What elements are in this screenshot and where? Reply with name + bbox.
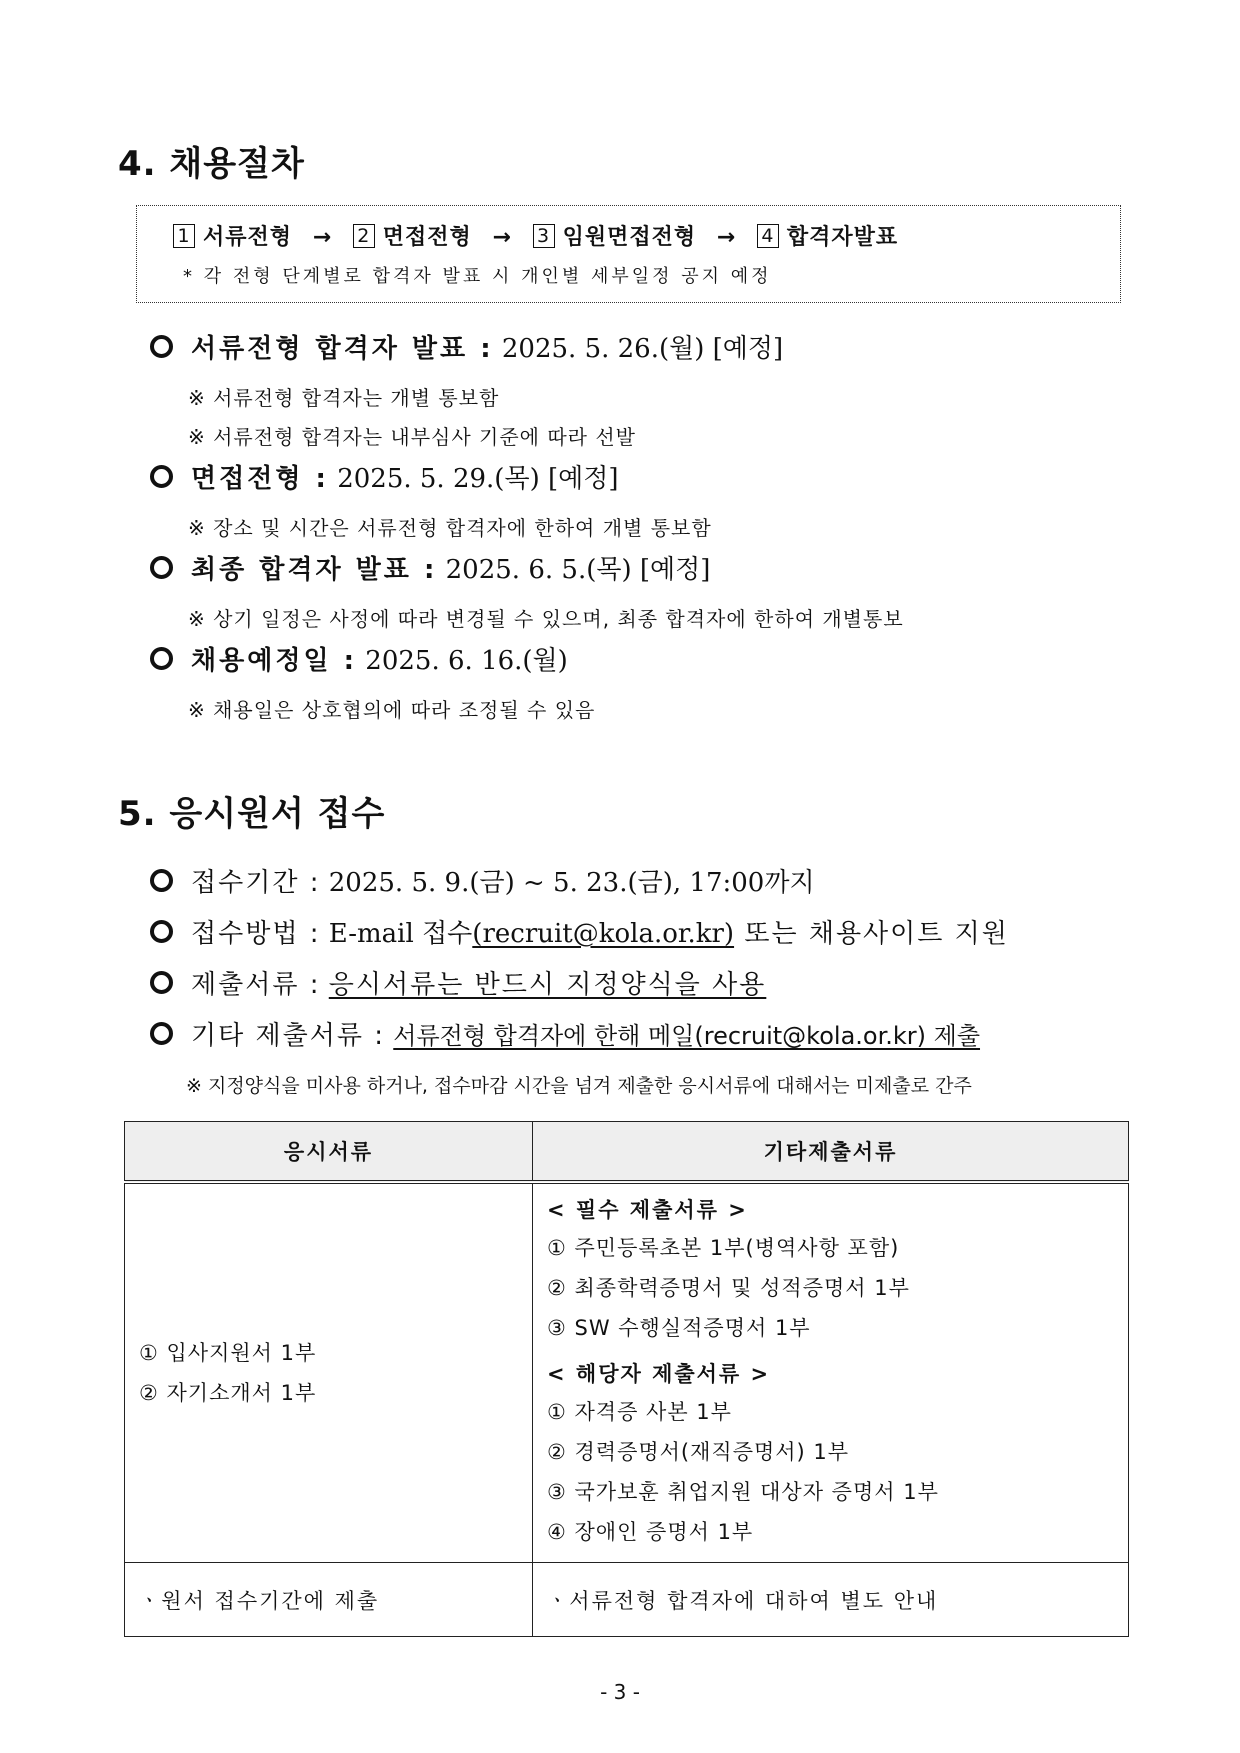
method-suffix: 또는 채용사이트 지원 [734,919,1009,949]
other-docs-cell [533,1182,1129,1563]
docs-value: 응시서류는 반드시 지정양식을 사용 [328,970,767,1000]
list-item: ③ 국가보훈 취업지원 대상자 증명서 1부 [547,1480,939,1504]
step-label: 임원면접전형 [562,225,697,250]
step-number: 1 [173,224,195,248]
schedule-note: ※ 서류전형 합격자는 내부심사 기준에 따라 선발 [188,425,636,449]
etc-label: 기타 제출서류 : [191,1021,385,1051]
method-label: 접수방법 : [191,919,321,949]
list-item: ② 최종학력증명서 및 성적증명서 1부 [547,1276,910,1300]
circle-bullet-icon [150,869,173,892]
step-number: 4 [757,224,779,248]
circle-bullet-icon [150,465,173,488]
footer-left-cell: ㆍ원서 접수기간에 제출 [125,1563,533,1637]
application-period [150,862,815,899]
email-link[interactable]: (recruit@kola.or.kr) [472,919,735,949]
page-number: - 3 - [600,1680,640,1704]
circle-bullet-icon [150,1022,173,1045]
docs-label: 제출서류 : [191,970,321,1000]
step-label: 면접전형 [382,225,472,250]
process-box [136,205,1121,303]
schedule-note: ※ 서류전형 합격자는 개별 통보함 [188,386,500,410]
list-item: ① 입사지원서 1부 [139,1341,317,1365]
schedule-label: 최종 합격자 발표 : [191,555,438,585]
arrow-icon: → [492,225,512,250]
submission-note: ※ 지정양식을 미사용 하거나, 접수마감 시간을 넘겨 제출한 응시서류에 대해서는 미제출로 간주 [186,1075,972,1097]
circle-bullet-icon [150,335,173,358]
other-documents [150,1015,980,1052]
period-value: 2025. 5. 9.(금) ~ 5. 23.(금), 17:00까지 [328,868,815,898]
section-5-title: 5. 응시원서 접수 [118,794,386,834]
footer-right-cell: ㆍ서류전형 합격자에 대하여 별도 안내 [533,1563,1129,1637]
table-row [125,1182,1129,1563]
process-note: * 각 전형 단계별로 합격자 발표 시 개인별 세부일정 공지 예정 [183,266,772,287]
table-header-row [125,1122,1129,1183]
application-method [150,913,1009,950]
step-number: 2 [353,224,375,248]
circle-bullet-icon [150,920,173,943]
method-prefix: E-mail 접수 [328,919,473,949]
schedule-value: 2025. 6. 5.(목) [예정] [445,555,711,585]
step-number: 3 [533,224,555,248]
circle-bullet-icon [150,556,173,579]
list-item: ③ SW 수행실적증명서 1부 [547,1316,811,1340]
schedule-label: 면접전형 : [191,464,329,494]
schedule-item [150,328,783,365]
schedule-label: 채용예정일 : [191,646,358,676]
schedule-note: ※ 상기 일정은 사정에 따라 변경될 수 있으며, 최종 합격자에 한하여 개별통보 [188,607,904,631]
period-label: 접수기간 : [191,868,321,898]
schedule-value: 2025. 5. 26.(월) [예정] [501,334,784,364]
step-label: 서류전형 [203,225,293,250]
step-label: 합격자발표 [786,225,899,250]
schedule-value: 2025. 6. 16.(월) [365,646,568,676]
list-item: ② 자기소개서 1부 [139,1381,317,1405]
schedule-item [150,458,619,495]
list-item: ④ 장애인 증명서 1부 [547,1520,754,1544]
application-docs-cell [125,1182,533,1563]
conditional-docs-title: < 해당자 제출서류 > [547,1362,771,1386]
required-documents [150,964,766,1001]
schedule-item [150,640,568,677]
list-item: ① 주민등록초본 1부(병역사항 포함) [547,1236,900,1260]
schedule-note: ※ 장소 및 시간은 서류전형 합격자에 한하여 개별 통보함 [188,516,712,540]
schedule-label: 서류전형 합격자 발표 : [191,334,494,364]
schedule-value: 2025. 5. 29.(목) [예정] [337,464,619,494]
circle-bullet-icon [150,971,173,994]
list-item: ① 자격증 사본 1부 [547,1400,732,1424]
section-4-title: 4. 채용절차 [118,144,305,184]
documents-table [124,1121,1129,1637]
schedule-note: ※ 채용일은 상호협의에 따라 조정될 수 있음 [188,698,596,722]
process-steps [173,220,898,251]
arrow-icon: → [716,225,737,250]
list-item: ② 경력증명서(재직증명서) 1부 [547,1440,850,1464]
table-header: 기타제출서류 [533,1122,1129,1183]
table-row [125,1563,1129,1637]
required-docs-title: < 필수 제출서류 > [547,1198,748,1222]
circle-bullet-icon [150,647,173,670]
arrow-icon: → [312,225,333,250]
table-header: 응시서류 [125,1122,533,1183]
etc-value: 서류전형 합격자에 한해 메일(recruit@kola.or.kr) 제출 [393,1022,981,1050]
schedule-item [150,549,710,586]
